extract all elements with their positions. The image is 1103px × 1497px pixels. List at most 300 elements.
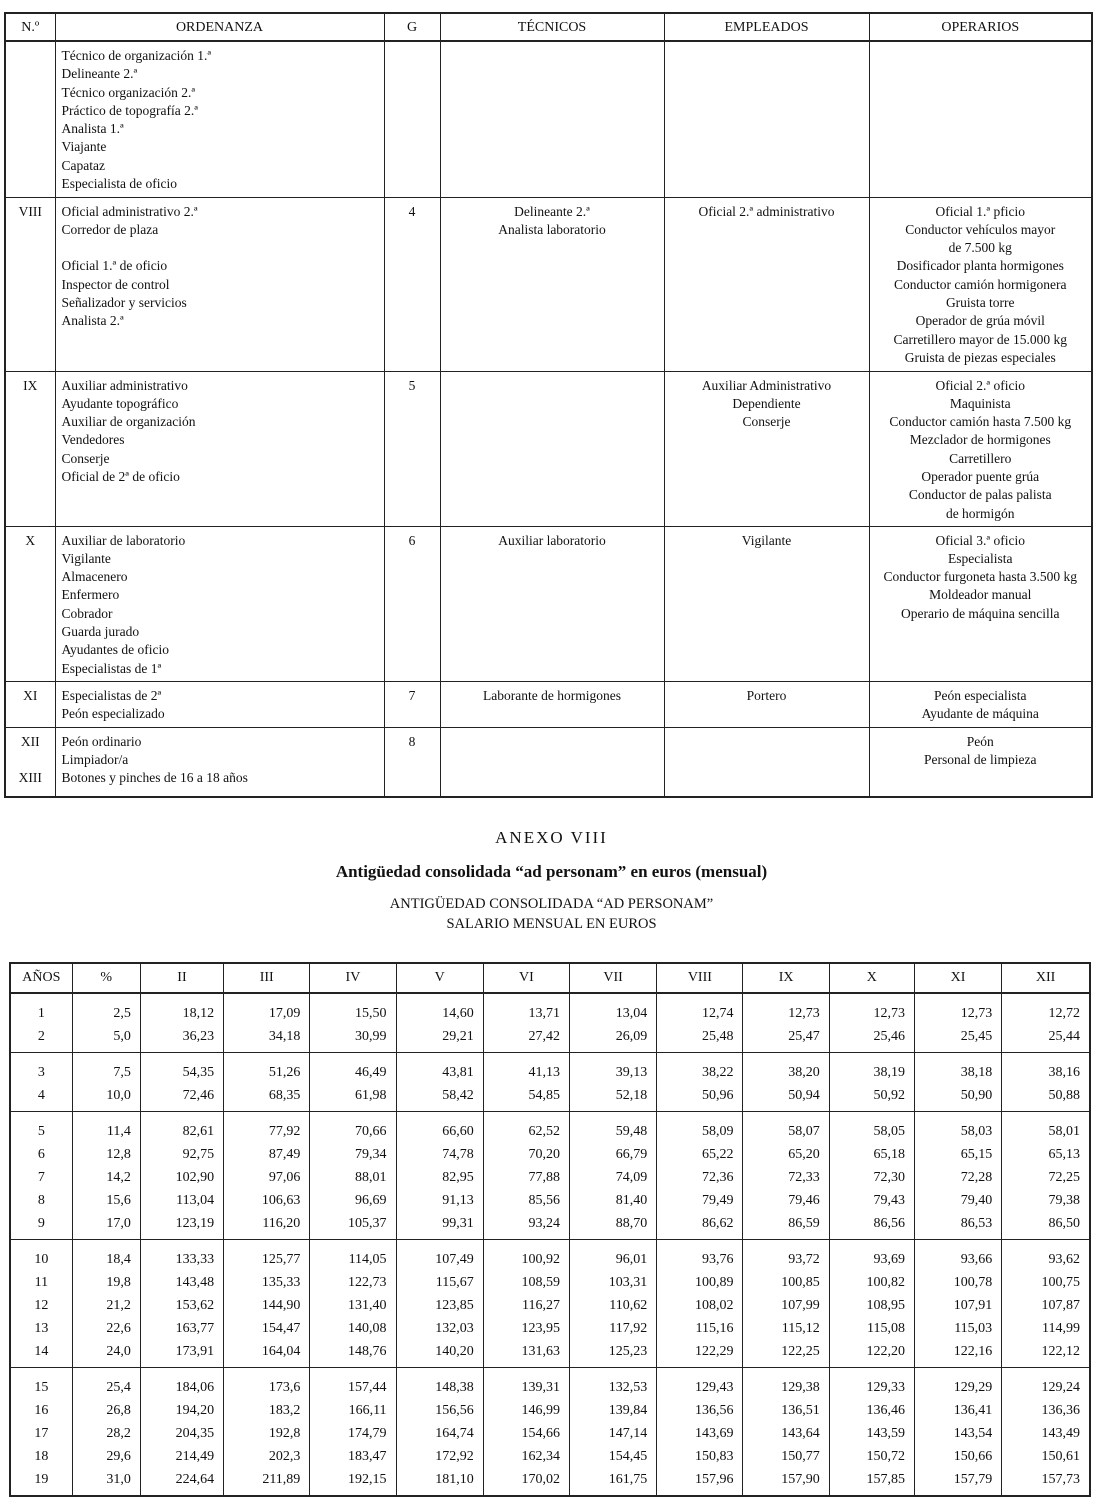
percent-cell: 25,4 <box>72 1368 140 1400</box>
header-num: N.º <box>5 13 55 41</box>
operarios-cell <box>869 197 1092 371</box>
ordenanza-item: Ayudante topográfico <box>61 395 179 411</box>
amount-cell: 82,95 <box>396 1166 483 1189</box>
amount-cell: 132,03 <box>396 1317 483 1340</box>
ordenanza-cell <box>55 41 384 197</box>
ordenanza-item: Técnico de organización 1.ª <box>61 48 212 63</box>
amount-cell: 108,59 <box>483 1271 569 1294</box>
operarios-item: Peón especialista <box>933 687 1027 703</box>
amount-cell: 86,53 <box>914 1212 1001 1240</box>
percent-cell: 31,0 <box>72 1468 140 1496</box>
amount-cell: 117,92 <box>570 1317 657 1340</box>
ordenanza-item <box>62 239 378 257</box>
amount-cell: 93,62 <box>1002 1240 1090 1272</box>
amount-cell: 58,09 <box>657 1112 743 1144</box>
amount-cell: 143,54 <box>914 1422 1001 1445</box>
amount-cell: 150,77 <box>743 1445 829 1468</box>
amount-cell: 184,06 <box>140 1368 223 1400</box>
percent-cell: 17,0 <box>72 1212 140 1240</box>
percent-cell: 24,0 <box>72 1340 140 1368</box>
amount-cell: 224,64 <box>140 1468 223 1496</box>
percent-cell: 26,8 <box>72 1399 140 1422</box>
amount-cell: 139,84 <box>570 1399 657 1422</box>
category-table-header <box>5 13 1092 41</box>
amount-cell: 150,72 <box>829 1445 914 1468</box>
ordenanza-item: Peón ordinario <box>61 733 142 749</box>
amount-cell: 79,40 <box>914 1189 1001 1212</box>
ordenanza-item: Corredor de plaza <box>61 221 159 237</box>
amount-cell: 13,71 <box>483 993 569 1025</box>
amount-cell: 115,12 <box>743 1317 829 1340</box>
amount-cell: 105,37 <box>310 1212 396 1240</box>
amount-cell: 25,44 <box>1002 1025 1090 1053</box>
amount-cell: 26,09 <box>570 1025 657 1053</box>
percent-cell: 18,4 <box>72 1240 140 1272</box>
tecnicos-cell <box>440 681 664 727</box>
ordenanza-item: Limpiador/a <box>61 751 129 767</box>
category-num-label: X <box>25 532 36 548</box>
amount-cell: 148,38 <box>396 1368 483 1400</box>
years-cell: 13 <box>10 1317 72 1340</box>
amount-cell: 153,62 <box>140 1294 223 1317</box>
amount-cell: 61,98 <box>310 1084 396 1112</box>
seniority-row <box>10 1468 1090 1496</box>
operarios-item: de 7.500 kg <box>948 240 1012 256</box>
amount-cell: 27,42 <box>483 1025 569 1053</box>
tecnicos-cell <box>440 727 664 797</box>
amount-cell: 65,22 <box>657 1143 743 1166</box>
amount-cell: 157,96 <box>657 1468 743 1496</box>
amount-cell: 136,51 <box>743 1399 829 1422</box>
amount-cell: 68,35 <box>224 1084 310 1112</box>
operarios-cell <box>869 727 1092 797</box>
operarios-item: Operador puente grúa <box>921 468 1040 484</box>
seniority-header-cell: III <box>224 963 310 993</box>
amount-cell: 211,89 <box>224 1468 310 1496</box>
amount-cell: 125,23 <box>570 1340 657 1368</box>
percent-cell: 10,0 <box>72 1084 140 1112</box>
amount-cell: 58,05 <box>829 1112 914 1144</box>
operarios-item: Gruista torre <box>945 294 1015 310</box>
operarios-item: Oficial 2.ª oficio <box>935 377 1026 393</box>
amount-cell: 125,77 <box>224 1240 310 1272</box>
empleados-item: Auxiliar Administrativo <box>701 377 832 393</box>
empleados-item: Vigilante <box>741 532 792 548</box>
amount-cell: 72,25 <box>1002 1166 1090 1189</box>
amount-cell: 161,75 <box>570 1468 657 1496</box>
group-cell: 8 <box>384 727 440 797</box>
amount-cell: 173,6 <box>224 1368 310 1400</box>
seniority-row <box>10 1317 1090 1340</box>
years-cell: 19 <box>10 1468 72 1496</box>
amount-cell: 25,45 <box>914 1025 1001 1053</box>
ordenanza-item: Delineante 2.ª <box>61 66 138 82</box>
amount-cell: 140,20 <box>396 1340 483 1368</box>
amount-cell: 74,09 <box>570 1166 657 1189</box>
amount-cell: 132,53 <box>570 1368 657 1400</box>
ordenanza-item: Vendedores <box>61 432 125 448</box>
amount-cell: 38,19 <box>829 1053 914 1085</box>
amount-cell: 154,45 <box>570 1445 657 1468</box>
amount-cell: 54,85 <box>483 1084 569 1112</box>
amount-cell: 183,2 <box>224 1399 310 1422</box>
amount-cell: 108,02 <box>657 1294 743 1317</box>
amount-cell: 12,72 <box>1002 993 1090 1025</box>
seniority-header-cell: VIII <box>657 963 743 993</box>
amount-cell: 143,59 <box>829 1422 914 1445</box>
amount-cell: 50,96 <box>657 1084 743 1112</box>
amount-cell: 146,99 <box>483 1399 569 1422</box>
ordenanza-item: Oficial 1.ª de oficio <box>61 258 168 274</box>
header-empleados: EMPLEADOS <box>664 13 869 41</box>
header-operarios: OPERARIOS <box>869 13 1092 41</box>
amount-cell: 70,20 <box>483 1143 569 1166</box>
amount-cell: 214,49 <box>140 1445 223 1468</box>
amount-cell: 79,49 <box>657 1189 743 1212</box>
amount-cell: 116,27 <box>483 1294 569 1317</box>
group-cell: 4 <box>384 197 440 371</box>
percent-cell: 28,2 <box>72 1422 140 1445</box>
amount-cell: 122,12 <box>1002 1340 1090 1368</box>
amount-cell: 131,63 <box>483 1340 569 1368</box>
amount-cell: 12,74 <box>657 993 743 1025</box>
amount-cell: 116,20 <box>224 1212 310 1240</box>
empleados-item: Portero <box>746 687 787 703</box>
amount-cell: 50,92 <box>829 1084 914 1112</box>
amount-cell: 163,77 <box>140 1317 223 1340</box>
amount-cell: 133,33 <box>140 1240 223 1272</box>
group-cell: 6 <box>384 526 440 681</box>
amount-cell: 62,52 <box>483 1112 569 1144</box>
operarios-item: Carretillero <box>949 450 1012 466</box>
amount-cell: 38,22 <box>657 1053 743 1085</box>
years-cell: 4 <box>10 1084 72 1112</box>
ordenanza-item: Capataz <box>61 157 105 173</box>
amount-cell: 100,85 <box>743 1271 829 1294</box>
group-cell <box>384 41 440 197</box>
seniority-row <box>10 1368 1090 1400</box>
amount-cell: 86,56 <box>829 1212 914 1240</box>
empleados-cell <box>664 41 869 197</box>
amount-cell: 70,66 <box>310 1112 396 1144</box>
ordenanza-item: Especialistas de 1ª <box>61 660 162 676</box>
tecnicos-cell <box>440 41 664 197</box>
amount-cell: 38,20 <box>743 1053 829 1085</box>
years-cell: 7 <box>10 1166 72 1189</box>
amount-cell: 122,16 <box>914 1340 1001 1368</box>
years-cell: 17 <box>10 1422 72 1445</box>
amount-cell: 107,99 <box>743 1294 829 1317</box>
amount-cell: 192,8 <box>224 1422 310 1445</box>
amount-cell: 96,69 <box>310 1189 396 1212</box>
ordenanza-item: Enfermero <box>61 587 120 603</box>
amount-cell: 86,59 <box>743 1212 829 1240</box>
amount-cell: 65,13 <box>1002 1143 1090 1166</box>
percent-cell: 29,6 <box>72 1445 140 1468</box>
amount-cell: 82,61 <box>140 1112 223 1144</box>
category-row <box>5 41 1092 197</box>
amount-cell: 136,46 <box>829 1399 914 1422</box>
seniority-header-cell: AÑOS <box>10 963 72 993</box>
amount-cell: 154,47 <box>224 1317 310 1340</box>
amount-cell: 85,56 <box>483 1189 569 1212</box>
ordenanza-item: Auxiliar administrativo <box>61 377 188 393</box>
amount-cell: 100,78 <box>914 1271 1001 1294</box>
amount-cell: 131,40 <box>310 1294 396 1317</box>
seniority-row <box>10 1294 1090 1317</box>
percent-cell: 19,8 <box>72 1271 140 1294</box>
amount-cell: 72,28 <box>914 1166 1001 1189</box>
amount-cell: 192,15 <box>310 1468 396 1496</box>
ordenanza-item: Analista 1.ª <box>61 121 124 137</box>
amount-cell: 157,73 <box>1002 1468 1090 1496</box>
ordenanza-item: Inspector de control <box>61 276 170 292</box>
category-row <box>5 681 1092 727</box>
amount-cell: 102,90 <box>140 1166 223 1189</box>
category-num-label: XI <box>23 687 38 703</box>
seniority-row <box>10 1084 1090 1112</box>
years-cell: 15 <box>10 1368 72 1400</box>
amount-cell: 204,35 <box>140 1422 223 1445</box>
operarios-cell <box>869 371 1092 526</box>
amount-cell: 87,49 <box>224 1143 310 1166</box>
amount-cell: 15,50 <box>310 993 396 1025</box>
seniority-row <box>10 1189 1090 1212</box>
amount-cell: 143,48 <box>140 1271 223 1294</box>
seniority-row <box>10 1422 1090 1445</box>
amount-cell: 107,91 <box>914 1294 1001 1317</box>
operarios-item: Personal de limpieza <box>924 751 1037 767</box>
years-cell: 14 <box>10 1340 72 1368</box>
ordenanza-item: Práctico de topografía 2.ª <box>61 102 198 118</box>
amount-cell: 135,33 <box>224 1271 310 1294</box>
ordenanza-cell <box>55 526 384 681</box>
amount-cell: 129,33 <box>829 1368 914 1400</box>
empleados-cell <box>664 371 869 526</box>
seniority-header-cell: VII <box>570 963 657 993</box>
years-cell: 1 <box>10 993 72 1025</box>
table-caption-line2: SALARIO MENSUAL EN EUROS <box>446 916 657 932</box>
category-table <box>4 12 1093 798</box>
seniority-row <box>10 1445 1090 1468</box>
operarios-item: Dosificador planta hormigones <box>896 258 1064 274</box>
amount-cell: 183,47 <box>310 1445 396 1468</box>
amount-cell: 96,01 <box>570 1240 657 1272</box>
amount-cell: 110,62 <box>570 1294 657 1317</box>
seniority-header-cell: V <box>396 963 483 993</box>
amount-cell: 74,78 <box>396 1143 483 1166</box>
amount-cell: 164,74 <box>396 1422 483 1445</box>
amount-cell: 123,19 <box>140 1212 223 1240</box>
amount-cell: 39,13 <box>570 1053 657 1085</box>
amount-cell: 144,90 <box>224 1294 310 1317</box>
years-cell: 16 <box>10 1399 72 1422</box>
percent-cell: 2,5 <box>72 993 140 1025</box>
amount-cell: 17,09 <box>224 993 310 1025</box>
seniority-header-cell: XI <box>914 963 1001 993</box>
amount-cell: 100,82 <box>829 1271 914 1294</box>
amount-cell: 66,79 <box>570 1143 657 1166</box>
ordenanza-item: Oficial administrativo 2.ª <box>61 203 198 219</box>
amount-cell: 43,81 <box>396 1053 483 1085</box>
amount-cell: 136,41 <box>914 1399 1001 1422</box>
tecnicos-item: Auxiliar laboratorio <box>498 532 606 548</box>
amount-cell: 106,63 <box>224 1189 310 1212</box>
tecnicos-item: Analista laboratorio <box>498 221 606 237</box>
operarios-item: Conductor camión hasta 7.500 kg <box>889 414 1072 430</box>
amount-cell: 86,62 <box>657 1212 743 1240</box>
amount-cell: 136,36 <box>1002 1399 1090 1422</box>
amount-cell: 115,67 <box>396 1271 483 1294</box>
ordenanza-cell <box>55 727 384 797</box>
percent-cell: 21,2 <box>72 1294 140 1317</box>
seniority-row <box>10 1166 1090 1189</box>
amount-cell: 123,95 <box>483 1317 569 1340</box>
ordenanza-item: Ayudantes de oficio <box>61 642 169 658</box>
amount-cell: 79,46 <box>743 1189 829 1212</box>
operarios-item: Maquinista <box>949 395 1011 411</box>
category-row <box>5 727 1092 797</box>
amount-cell: 12,73 <box>829 993 914 1025</box>
tecnicos-cell <box>440 197 664 371</box>
group-cell: 5 <box>384 371 440 526</box>
amount-cell: 72,46 <box>140 1084 223 1112</box>
ordenanza-item: Botones y pinches de 16 a 18 años <box>61 770 248 786</box>
amount-cell: 79,43 <box>829 1189 914 1212</box>
percent-cell: 7,5 <box>72 1053 140 1085</box>
category-num <box>5 526 55 681</box>
operarios-item: Carretillero mayor de 15.000 kg <box>893 331 1068 347</box>
amount-cell: 58,03 <box>914 1112 1001 1144</box>
amount-cell: 154,66 <box>483 1422 569 1445</box>
amount-cell: 72,33 <box>743 1166 829 1189</box>
amount-cell: 150,66 <box>914 1445 1001 1468</box>
empleados-cell <box>664 197 869 371</box>
operarios-item: Moldeador manual <box>929 587 1032 603</box>
empleados-item: Conserje <box>742 414 791 430</box>
amount-cell: 100,89 <box>657 1271 743 1294</box>
ordenanza-cell <box>55 681 384 727</box>
amount-cell: 157,90 <box>743 1468 829 1496</box>
ordenanza-item: Auxiliar de laboratorio <box>61 532 186 548</box>
ordenanza-item: Señalizador y servicios <box>61 294 187 310</box>
amount-cell: 65,18 <box>829 1143 914 1166</box>
amount-cell: 79,34 <box>310 1143 396 1166</box>
tecnicos-cell <box>440 526 664 681</box>
amount-cell: 100,92 <box>483 1240 569 1272</box>
amount-cell: 129,29 <box>914 1368 1001 1400</box>
amount-cell: 52,18 <box>570 1084 657 1112</box>
tecnicos-item: Laborante de hormigones <box>483 687 621 703</box>
amount-cell: 162,34 <box>483 1445 569 1468</box>
amount-cell: 129,43 <box>657 1368 743 1400</box>
ordenanza-item: Analista 2.ª <box>61 313 124 329</box>
amount-cell: 14,60 <box>396 993 483 1025</box>
years-cell: 3 <box>10 1053 72 1085</box>
amount-cell: 92,75 <box>140 1143 223 1166</box>
seniority-row <box>10 1143 1090 1166</box>
seniority-table <box>9 962 1091 1497</box>
operarios-item: Operario de máquina sencilla <box>900 605 1060 621</box>
percent-cell: 15,6 <box>72 1189 140 1212</box>
amount-cell: 122,25 <box>743 1340 829 1368</box>
amount-cell: 93,76 <box>657 1240 743 1272</box>
years-cell: 11 <box>10 1271 72 1294</box>
ordenanza-item: Auxiliar de organización <box>61 414 196 430</box>
operarios-item: Conductor camión hormigonera <box>894 276 1067 292</box>
amount-cell: 88,70 <box>570 1212 657 1240</box>
amount-cell: 156,56 <box>396 1399 483 1422</box>
header-tecnicos: TÉCNICOS <box>440 13 664 41</box>
years-cell: 6 <box>10 1143 72 1166</box>
amount-cell: 115,08 <box>829 1317 914 1340</box>
seniority-row <box>10 1112 1090 1144</box>
amount-cell: 115,03 <box>914 1317 1001 1340</box>
seniority-row <box>10 1212 1090 1240</box>
empleados-cell <box>664 681 869 727</box>
amount-cell: 79,38 <box>1002 1189 1090 1212</box>
amount-cell: 100,75 <box>1002 1271 1090 1294</box>
category-num-label: XIII <box>18 770 42 786</box>
amount-cell: 77,92 <box>224 1112 310 1144</box>
amount-cell: 54,35 <box>140 1053 223 1085</box>
amount-cell: 58,42 <box>396 1084 483 1112</box>
amount-cell: 147,14 <box>570 1422 657 1445</box>
amount-cell: 143,69 <box>657 1422 743 1445</box>
ordenanza-item: Técnico organización 2.ª <box>61 84 196 100</box>
operarios-cell <box>869 526 1092 681</box>
operarios-item: Oficial 1.ª pficio <box>935 203 1026 219</box>
ordenanza-item: Guarda jurado <box>61 623 140 639</box>
operarios-item: Peón <box>966 733 994 749</box>
category-num-label: XII <box>20 733 40 749</box>
amount-cell: 202,3 <box>224 1445 310 1468</box>
amount-cell: 107,49 <box>396 1240 483 1272</box>
ordenanza-item: Especialistas de 2ª <box>61 687 162 703</box>
amount-cell: 12,73 <box>743 993 829 1025</box>
amount-cell: 81,40 <box>570 1189 657 1212</box>
amount-cell: 181,10 <box>396 1468 483 1496</box>
amount-cell: 72,30 <box>829 1166 914 1189</box>
amount-cell: 129,24 <box>1002 1368 1090 1400</box>
amount-cell: 103,31 <box>570 1271 657 1294</box>
amount-cell: 93,66 <box>914 1240 1001 1272</box>
ordenanza-item: Oficial de 2ª de oficio <box>61 468 180 484</box>
amount-cell: 157,85 <box>829 1468 914 1496</box>
amount-cell: 139,31 <box>483 1368 569 1400</box>
category-num <box>5 727 55 797</box>
amount-cell: 166,11 <box>310 1399 396 1422</box>
years-cell: 18 <box>10 1445 72 1468</box>
amount-cell: 66,60 <box>396 1112 483 1144</box>
empleados-item: Dependiente <box>732 395 801 411</box>
percent-cell: 12,8 <box>72 1143 140 1166</box>
amount-cell: 77,88 <box>483 1166 569 1189</box>
operarios-item: Conductor de palas palista <box>908 487 1052 503</box>
amount-cell: 150,61 <box>1002 1445 1090 1468</box>
amount-cell: 72,36 <box>657 1166 743 1189</box>
amount-cell: 58,01 <box>1002 1112 1090 1144</box>
amount-cell: 50,90 <box>914 1084 1001 1112</box>
operarios-item: Oficial 3.ª oficio <box>935 532 1026 548</box>
years-cell: 10 <box>10 1240 72 1272</box>
amount-cell: 25,48 <box>657 1025 743 1053</box>
years-cell: 9 <box>10 1212 72 1240</box>
seniority-row <box>10 1053 1090 1085</box>
operarios-item: de hormigón <box>945 505 1015 521</box>
amount-cell: 18,12 <box>140 993 223 1025</box>
amount-cell: 50,88 <box>1002 1084 1090 1112</box>
